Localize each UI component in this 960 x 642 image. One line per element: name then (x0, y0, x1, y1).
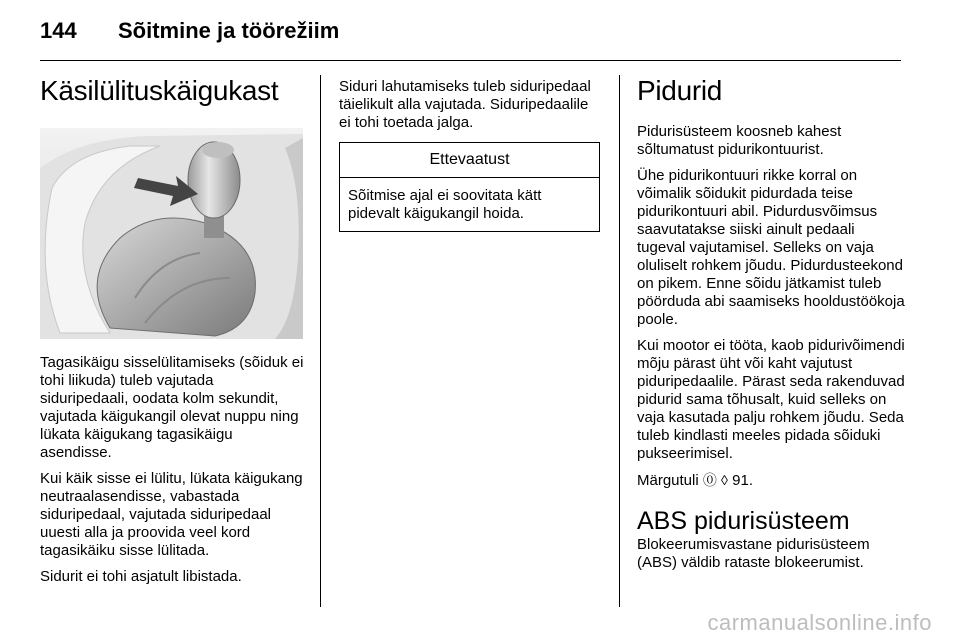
gear-shift-knob-illustration (40, 128, 303, 339)
warning-light-reference (637, 471, 907, 490)
page-number: 144 (40, 18, 77, 43)
column-divider-left (320, 75, 321, 607)
caution-text: Sõitmise ajal ei soovitata kätt pidevalt käigukangil hoida. (348, 187, 542, 222)
column-divider-right (619, 75, 620, 607)
paragraph-abs: Blokeerumisvastane pidurisüsteem (ABS) väldib rataste blokeerumist. (637, 536, 870, 571)
paragraph-clutch-slip: Sidurit ei tohi asjatult libistada. (40, 568, 242, 585)
watermark: carmanualsonline.info (707, 610, 932, 635)
section-title-brakes: Pidurid (637, 75, 723, 106)
header-rule (40, 60, 901, 61)
chapter-title: Sõitmine ja töörežiim (118, 18, 340, 43)
paragraph-brake-system: Pidurisüsteem koosneb kahest sõltumatust pidurikontuurist. (637, 123, 842, 158)
caution-title: Ettevaatust (340, 143, 599, 178)
paragraph-clutch-intro: Siduri lahutamiseks tuleb siduripedaal täielikult alla vajutada. Siduripedaalile ei tohi toetada jalga. (339, 78, 591, 131)
subsection-title-abs: ABS pidurisüsteem (637, 507, 850, 535)
column-brakes (637, 70, 907, 580)
column-manual-gearbox (40, 70, 305, 594)
warning-light-label: Märgutuli (637, 472, 699, 489)
paragraph-gear-not-engaging: Kui käik sisse ei lülitu, lükata käigukang neutraalasendisse, vabastada siduripedaal, vajutada siduripedaal uuesti alla ja proovida veel kord tagasikäiku sisse lülitada. (40, 470, 303, 559)
paragraph-brake-circuit-failure: Ühe pidurikontuuri rikke korral on võimalik sõidukit pidurdada teise pidurikontuuri abil. Pidurdusvõimsus saavutatakse siiski ainult pedaali tugeval vajutamisel. Selleks on vaja oluliselt rohkem jõudu. Pidurdusteekond on pikem. Enne sõidu jätkamist tuleb pöörduda abi saamiseks hooldustöökoja poole. (637, 167, 905, 328)
page-header (40, 18, 920, 48)
section-title-manual-gearbox: Käsilülituskäigukast (40, 75, 279, 106)
paragraph-reverse-gear: Tagasikäigu sisselülitamiseks (sõiduk ei tohi liikuda) tuleb vajutada siduripedaali, oodata kolm sekundit, vajutada käigukangil olevat nuppu ning lükata käigukang tagasikäigu asendisse. (40, 354, 304, 461)
page-reference-link[interactable]: 91. (732, 472, 753, 489)
paragraph-engine-off: Kui mootor ei tööta, kaob pidurivõimendi mõju pärast üht või kaht vajutust piduripedaalile. Pärast seda rakenduvad pidurid sama tõhusalt, kuid selleks on vaja kasutada palju rohkem jõudu. Seda tuleb kindlasti meeles pidada sõiduki pukseerimisel. (637, 337, 905, 462)
caution-box (339, 142, 600, 232)
page-reference-icon: ◊ (721, 472, 728, 488)
brake-warning-icon: ⓪ (702, 472, 717, 488)
column-clutch (339, 78, 604, 232)
